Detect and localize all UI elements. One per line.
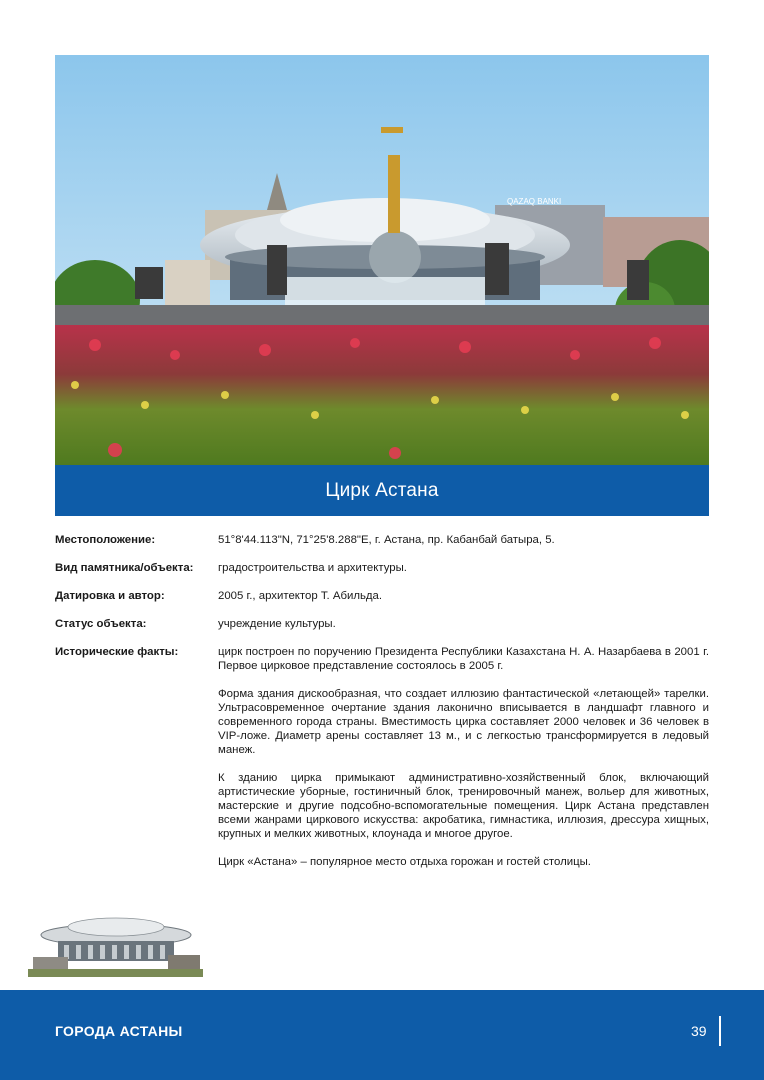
page-divider [719,1016,721,1046]
footer-title: ГОРОДА АСТАНЫ [55,1023,183,1039]
field-label: Местоположение: [55,534,156,546]
info-table [55,533,709,883]
field-dating [55,589,709,603]
field-value: градостроительства и архитектуры. [218,562,407,574]
field-value: 2005 г., архитектор Т. Абильда. [218,590,383,602]
history-paragraph: К зданию цирка примыкают административно-хозяйственный блок, включающий артистические уборные, гостиничный блок, тренировочный манеж, вольер для животных, мастерские и другие подсобно-вспомогательные помещения. Цирк Астана представлен всеми жанрами циркового искусства: акробатика, гимнастика, иллюзия, дрессура хищных, крупных и мелких животных, клоунада и многое другое. [218,772,709,840]
title-banner [55,465,709,516]
page-number: 39 [691,1023,707,1039]
field-value: учреждение культуры. [218,618,336,630]
page-title: Цирк Астана [325,479,439,501]
footer-bar [0,990,764,1080]
history-text [218,645,709,869]
field-label: Датировка и автор: [55,590,165,602]
field-value: 51°8'44.113"N, 71°25'8.288"E, г. Астана, пр. Кабанбай батыра, 5. [218,534,555,546]
field-label: Вид памятника/объекта: [55,562,194,574]
field-location [55,533,709,547]
field-status [55,617,709,631]
field-type [55,561,709,575]
circus-photo [55,55,709,465]
bank-sign: QAZAQ BANKI [507,197,562,206]
history-paragraph: цирк построен по поручению Президента Республики Казахстана Н. А. Назарбаева в 2001 г. Первое цирковое представление состоялось в 2005 г. [218,646,709,672]
history-paragraph: Цирк «Астана» – популярное место отдыха горожан и гостей столицы. [218,856,591,868]
history-paragraph: Форма здания дискообразная, что создает иллюзию фантастической «летающей» тарелки. Ультрасовременное очертание здания лаконично вписывается в ландшафт главного и современного города страны. Вместимость цирка составляет 2000 человек и 36 человек в VIP-ложе. Диаметр арены составляет 13 м., и с легкостью трансформируется в ледовый манеж. [218,688,709,756]
circus-thumbnail [28,905,203,977]
field-history [55,645,709,869]
field-label: Исторические факты: [55,646,179,658]
field-label: Статус объекта: [55,618,147,630]
